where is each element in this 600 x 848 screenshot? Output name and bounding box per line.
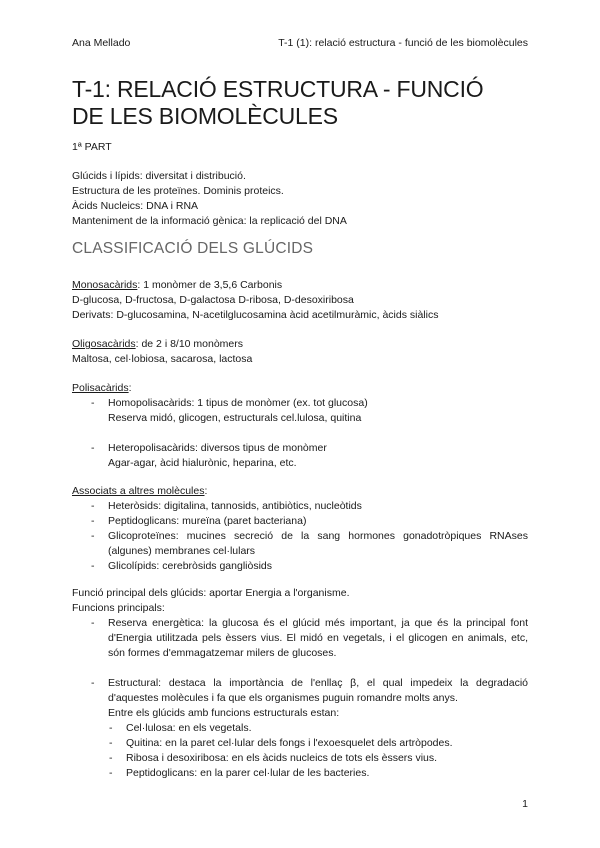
page-number: 1 (522, 798, 528, 810)
oligosaccharides-examples: Maltosa, cel·lobiosa, sacarosa, lactosa (72, 353, 253, 365)
polysaccharides-label: Polisacàrids (72, 382, 129, 394)
page-title (72, 76, 532, 130)
heteropolysaccharides-list (72, 441, 528, 471)
list-item: - Heteròsids: digitalina, tannosids, antibiòtics, nucleòtids (72, 499, 528, 514)
list-item: - Glicoproteïnes: mucines secreció de la sang hormones gonadotròpiques RNAses (algunes) membranes cel·lulars (72, 529, 528, 559)
main-function-line: Funció principal dels glúcids: aportar Energia a l'organisme. (72, 587, 350, 599)
monosaccharides-derivatives: Derivats: D-glucosamina, N-acetilglucosamina àcid acetilmuràmic, àcids siàlics (72, 309, 439, 321)
list-item: - Quitina: en la paret cel·lular dels fongs i l'exoesquelet dels artròpodes. (72, 736, 528, 751)
homopolysaccharides-list (72, 396, 528, 426)
list-item: - Reserva energètica: la glucosa és el glúcid més important, ja que és la principal font d'Energia utilitzada pels èssers vius. El midó en vegetals, i el glicogen en animals, etc, són formes d'emmagatzemar milers de glucoses. (72, 616, 528, 661)
associated-colon: : (204, 485, 208, 497)
list-item: - Ribosa i desoxiribosa: en els àcids nucleics de tots els èssers vius. (72, 751, 528, 766)
oligosaccharides-block (72, 337, 528, 367)
topic-item: Estructura de les proteïnes. Dominis proteics. (72, 185, 284, 197)
topic-item: Glúcids i lípids: diversitat i distribució. (72, 170, 246, 182)
list-item: - Cel·lulosa: en els vegetals. (72, 721, 528, 736)
monosaccharides-label: Monosacàrids (72, 279, 138, 291)
polysaccharides-colon: : (128, 382, 132, 394)
oligosaccharides-text: : de 2 i 8/10 monòmers (135, 338, 244, 350)
section-heading: CLASSIFICACIÓ DELS GLÚCIDS (72, 240, 314, 257)
header-doc-title: T-1 (1): relació estructura - funció de les biomolècules (278, 37, 528, 49)
topic-item: Manteniment de la informació gènica: la replicació del DNA (72, 215, 347, 227)
page-title-line-2: DE LES BIOMOLÈCULES (72, 103, 338, 129)
heteropolysaccharides-text: Heteropolisacàrids: diversos tipus de monòmer (108, 442, 327, 454)
oligosaccharides-label: Oligosacàrids (72, 338, 136, 350)
functions-list (72, 616, 528, 661)
part-label: 1ª PART (72, 141, 112, 153)
associated-list (72, 499, 528, 574)
structural-sub-list (72, 721, 528, 781)
list-item (72, 676, 528, 721)
monosaccharides-examples: D-glucosa, D-fructosa, D-galactosa D-ribosa, D-desoxiribosa (72, 294, 354, 306)
monosaccharides-line (72, 278, 528, 293)
monosaccharides-block (72, 278, 528, 323)
header-author: Ana Mellado (72, 37, 131, 49)
list-item: - Glicolípids: cerebròsids gangliòsids (72, 559, 528, 574)
functions-block (72, 586, 528, 781)
list-item: - Peptidoglicans: en la parer cel·lular de les bacteries. (72, 766, 528, 781)
associated-label: Associats a altres molècules (72, 485, 205, 497)
homopolysaccharides-examples: Reserva midó, glicogen, estructurals cel.lulosa, quitina (108, 412, 362, 424)
functions-heading: Funcions principals: (72, 602, 165, 614)
structural-intro: Entre els glúcids amb funcions estructurals estan: (108, 707, 340, 719)
associated-line (72, 484, 528, 499)
topic-item: Àcids Nucleics: DNA i RNA (72, 200, 199, 212)
polysaccharides-line (72, 381, 528, 396)
list-item (72, 396, 528, 426)
monosaccharides-text: : 1 monòmer de 3,5,6 Carbonis (137, 279, 283, 291)
heteropolysaccharides-examples: Agar-agar, àcid hialurònic, heparina, etc. (108, 457, 297, 469)
polysaccharides-block (72, 381, 528, 471)
page-title-line-1: T-1: RELACIÓ ESTRUCTURA - FUNCIÓ (72, 76, 484, 102)
structural-text: - Estructural: destaca la importància de l'enllaç β, el qual impedeix la degradació d'aquestes molècules i fa que els organismes puguin romandre molts anys. (108, 677, 528, 704)
oligosaccharides-line (72, 337, 528, 352)
structural-list (72, 676, 528, 721)
list-item: - Peptidoglicans: mureïna (paret bacteriana) (72, 514, 528, 529)
associated-block (72, 484, 528, 574)
list-item (72, 441, 528, 471)
homopolysaccharides-text: Homopolisacàrids: 1 tipus de monòmer (ex. tot glucosa) (108, 397, 368, 409)
topics-list (72, 169, 528, 229)
